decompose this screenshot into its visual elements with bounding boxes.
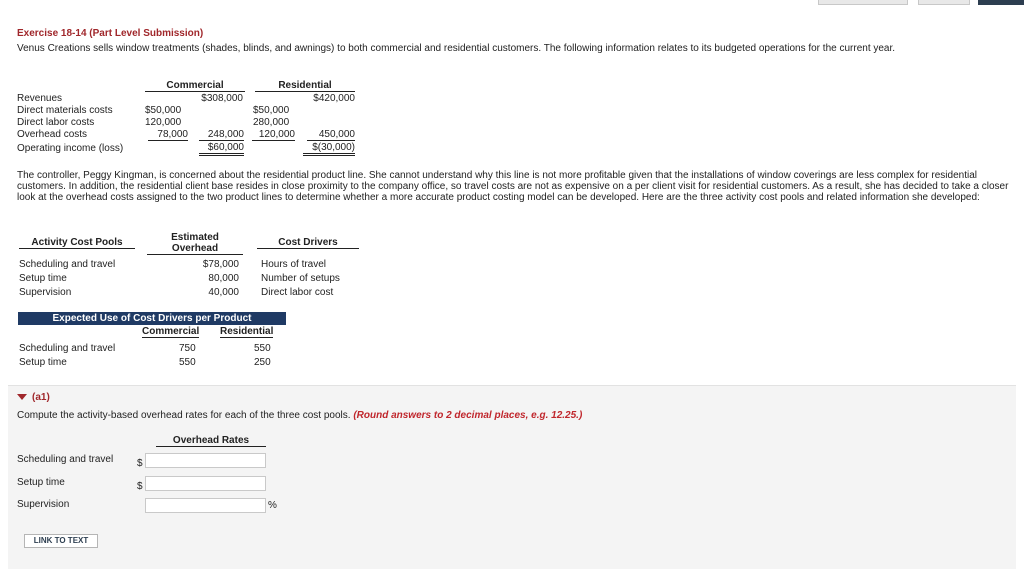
- cell-value: 120,000: [145, 117, 182, 128]
- row-label: Direct labor costs: [17, 117, 95, 128]
- answer-label-setup: Setup time: [17, 477, 65, 488]
- back-button[interactable]: [918, 0, 970, 5]
- header-cost-drivers: Cost Drivers: [257, 237, 359, 249]
- header-activity-cost-pools: Activity Cost Pools: [19, 237, 135, 249]
- row-label: Operating income (loss): [17, 143, 124, 154]
- supervision-rate-input[interactable]: [145, 498, 266, 513]
- cell-value: $420,000: [313, 93, 355, 104]
- pool-driver: Direct labor cost: [261, 287, 334, 298]
- part-label: (a1): [32, 392, 50, 403]
- header-commercial: Commercial: [142, 326, 200, 337]
- pool-label: Setup time: [19, 273, 67, 284]
- cell-value: $60,000: [199, 142, 244, 156]
- cell-value: 450,000: [307, 129, 355, 141]
- expected-use-title: Expected Use of Cost Drivers per Product: [18, 312, 286, 325]
- pool-label: Supervision: [19, 287, 72, 298]
- top-toolbar: [0, 0, 1024, 6]
- pool-overhead: $78,000: [202, 259, 239, 270]
- header-residential: Residential: [220, 326, 274, 337]
- header-residential: Residential: [255, 80, 355, 92]
- row-label: Revenues: [17, 93, 63, 104]
- row-label: Overhead costs: [17, 129, 88, 140]
- expected-residential: 250: [254, 357, 271, 368]
- rounding-note: (Round answers to 2 decimal places, e.g. 12.25.): [353, 410, 583, 421]
- row-label: Direct materials costs: [17, 105, 113, 116]
- controller-paragraph: The controller, Peggy Kingman, is concerned about the residential product line. She cannot understand why this line is not more profitable given that the installations of window coverings are less complex for residential customers. In addition, the residential client base resides in close proximity to the company office, so travel costs are not as expensive on a per client visit for residential customers. As a result, she has decided to take a closer look at the overhead costs assigned to the two product lines to determine whether a more accurate product costing model can be developed. Here are the three activity cost pools and related information she developed:: [17, 170, 1009, 203]
- overhead-rates-header: Overhead Rates: [156, 435, 266, 447]
- cell-value: $308,000: [201, 93, 243, 104]
- expected-commercial: 750: [179, 343, 196, 354]
- exercise-title: Exercise 18-14 (Part Level Submission): [17, 28, 204, 39]
- pool-overhead: 80,000: [208, 273, 239, 284]
- question-text: [17, 410, 582, 421]
- answer-label-supervision: Supervision: [17, 499, 70, 510]
- answer-label-scheduling: Scheduling and travel: [17, 454, 114, 465]
- question-body: Compute the activity-based overhead rates for each of the three cost pools.: [17, 410, 351, 421]
- dollar-sign: $: [137, 481, 143, 492]
- next-button[interactable]: [978, 0, 1024, 5]
- percent-sign: %: [268, 500, 277, 511]
- header-estimated-overhead: Estimated Overhead: [147, 232, 243, 255]
- dollar-sign: $: [137, 458, 143, 469]
- expected-row-label: Setup time: [19, 357, 67, 368]
- setup-rate-input[interactable]: [145, 476, 266, 491]
- caret-down-icon: [17, 394, 27, 400]
- pool-driver: Number of setups: [261, 273, 340, 284]
- expected-commercial: 550: [179, 357, 196, 368]
- cell-value: 120,000: [252, 129, 295, 141]
- header-commercial: Commercial: [145, 80, 245, 92]
- pool-overhead: 40,000: [208, 287, 239, 298]
- expected-residential: 550: [254, 343, 271, 354]
- cell-value: $(30,000): [303, 142, 355, 156]
- cell-value: $50,000: [253, 105, 290, 116]
- intro-text: Venus Creations sells window treatments (shades, blinds, and awnings) to both commercial and residential customers. The following information relates to its budgeted operations for the current year.: [17, 43, 896, 54]
- part-a1-toggle[interactable]: [17, 392, 50, 403]
- printer-version-button[interactable]: [818, 0, 908, 5]
- cell-value: $50,000: [145, 105, 182, 116]
- cell-value: 280,000: [253, 117, 290, 128]
- pool-label: Scheduling and travel: [19, 259, 116, 270]
- pool-driver: Hours of travel: [261, 259, 327, 270]
- expected-row-label: Scheduling and travel: [19, 343, 116, 354]
- link-to-text-button[interactable]: LINK TO TEXT: [24, 534, 98, 548]
- cell-value: 78,000: [148, 129, 188, 141]
- scheduling-rate-input[interactable]: [145, 453, 266, 468]
- cell-value: 248,000: [199, 129, 244, 141]
